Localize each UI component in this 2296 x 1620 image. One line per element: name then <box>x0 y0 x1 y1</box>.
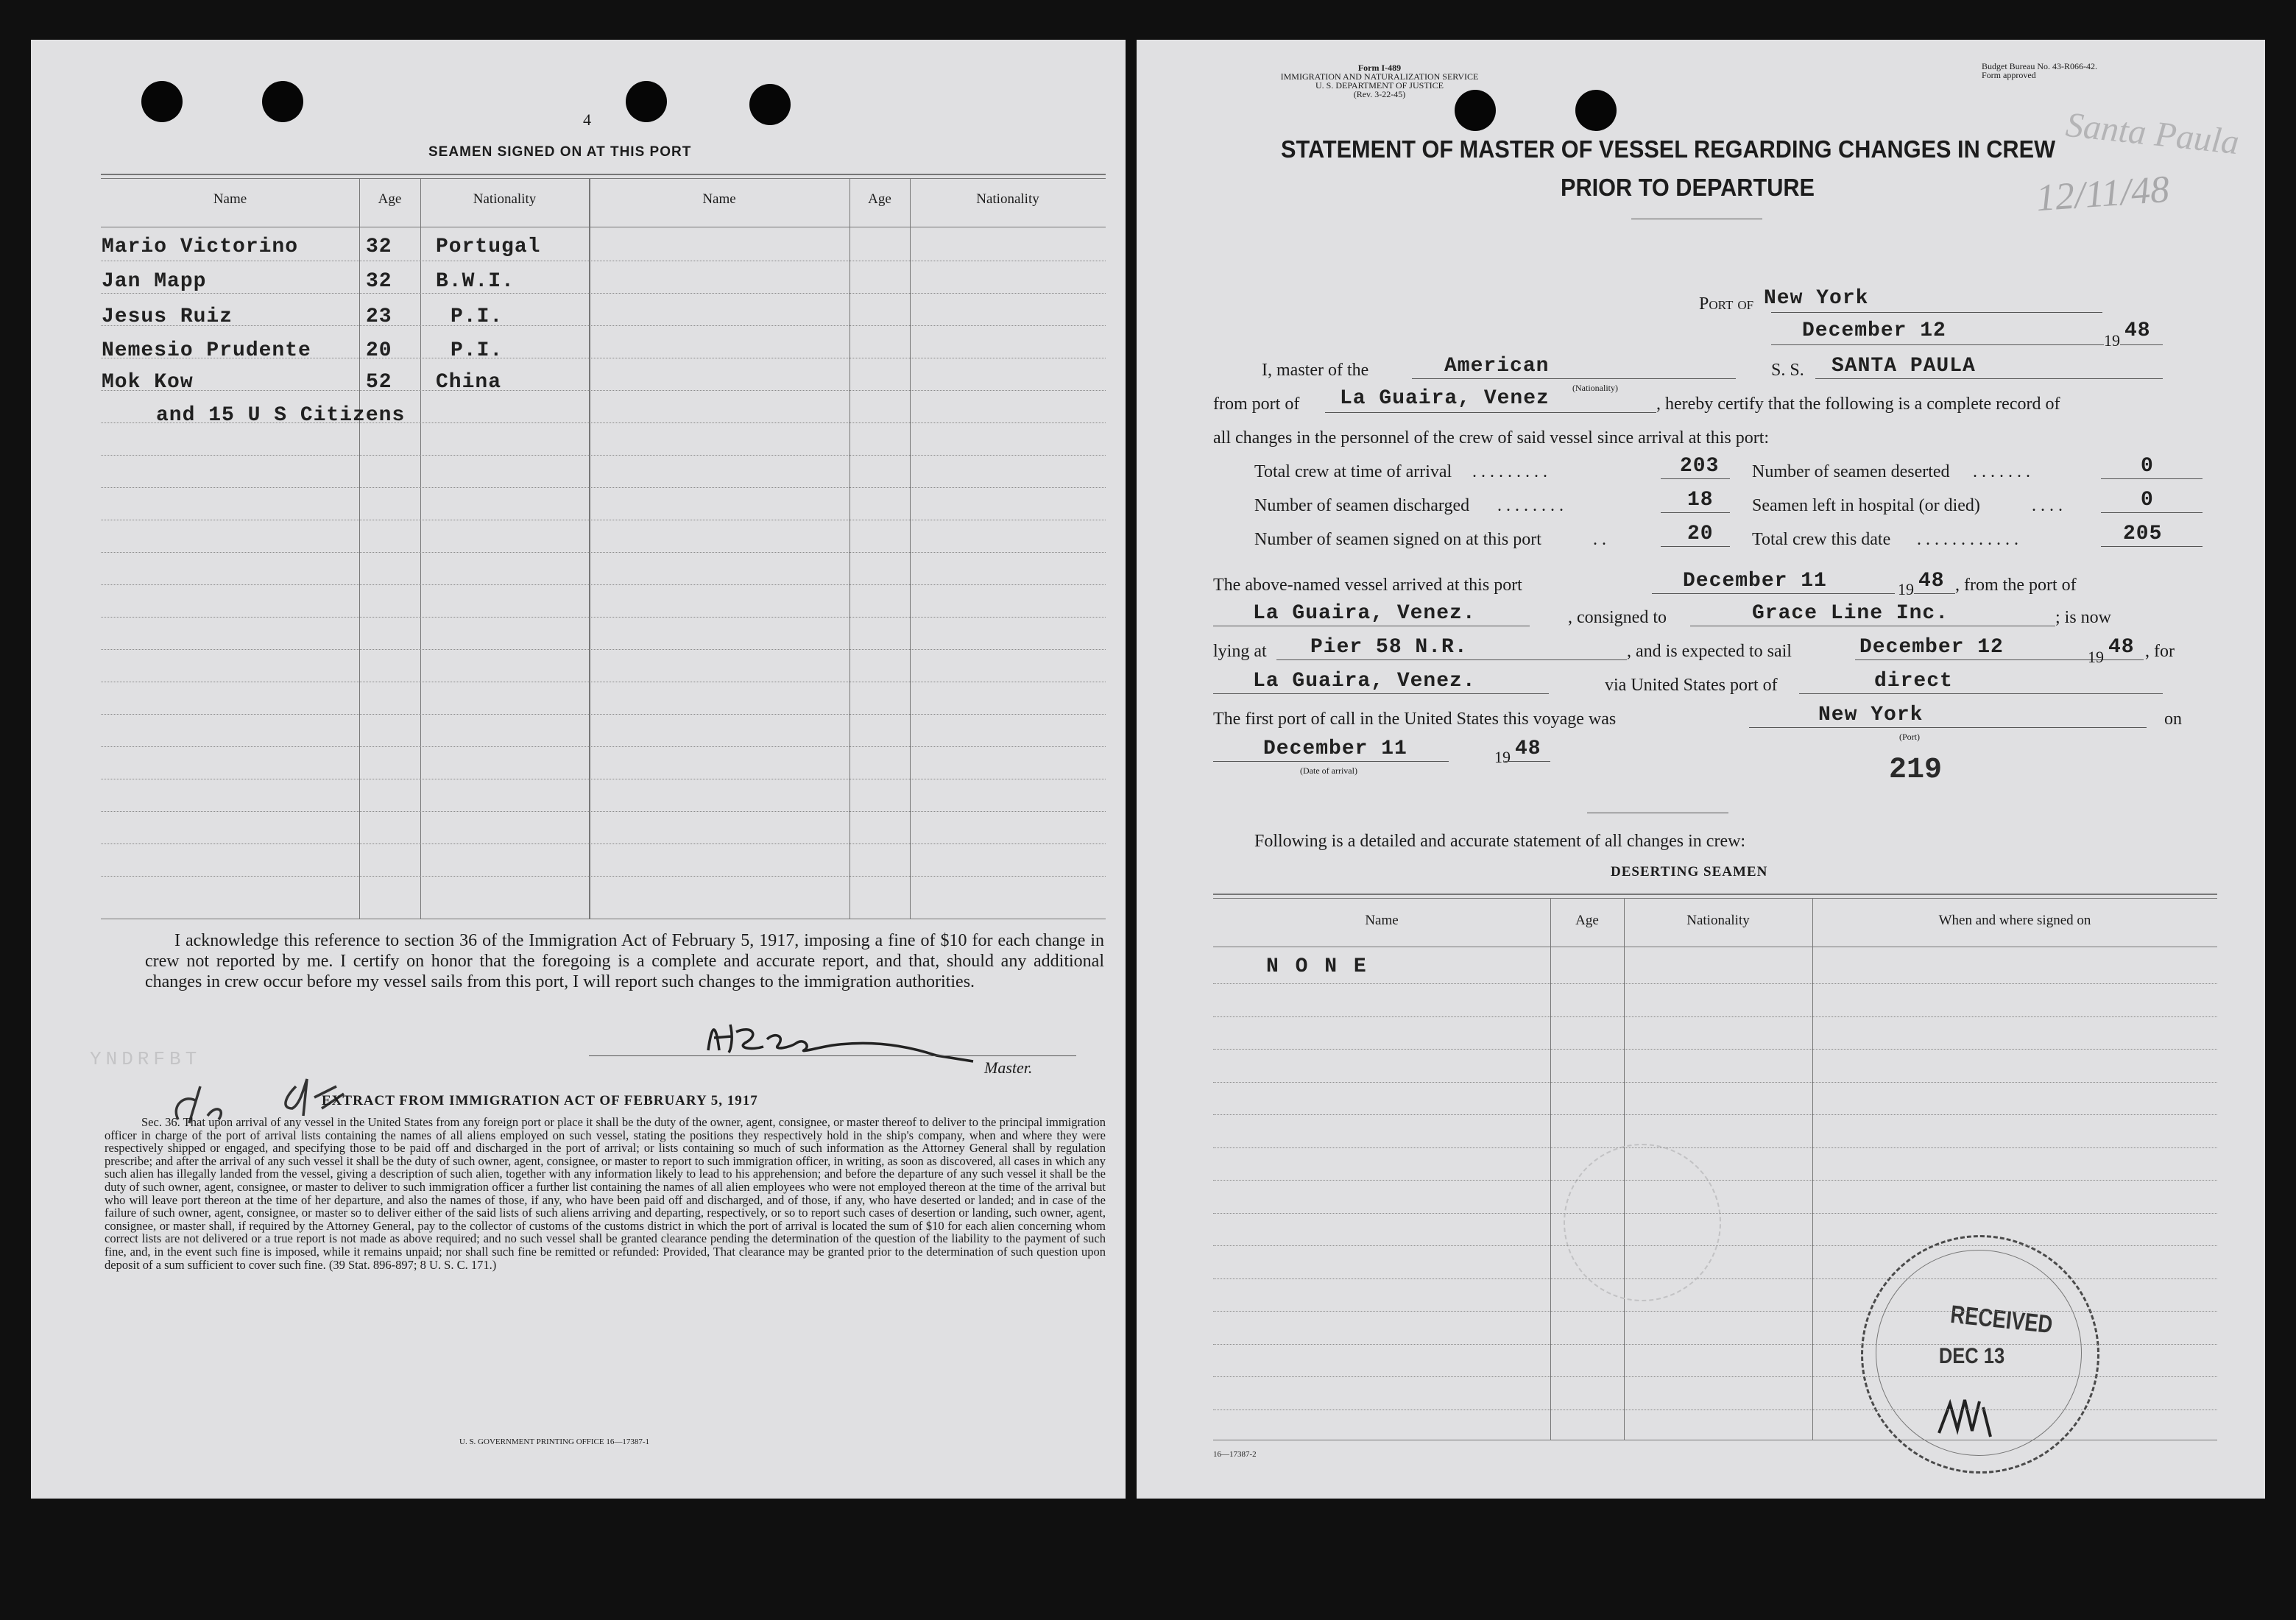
port-value: New York <box>1764 287 1869 310</box>
from-port-value: La Guaira, Venez <box>1340 387 1550 410</box>
column-header-age: Age <box>378 191 402 207</box>
for-label: , for <box>2145 642 2175 661</box>
punch-hole <box>141 81 183 122</box>
row-rule <box>1213 1213 2217 1214</box>
column-header-signed-on: When and where signed on <box>1938 913 2091 928</box>
column-divider <box>849 178 850 919</box>
column-divider <box>420 178 421 919</box>
section-title: SEAMEN SIGNED ON AT THIS PORT <box>428 144 692 160</box>
year-prefix: 19 <box>1494 748 1511 766</box>
row-rule <box>1213 1245 2217 1246</box>
arrived-year-value: 48 <box>1918 570 1945 593</box>
column-header-nationality: Nationality <box>1686 913 1750 928</box>
form-title: STATEMENT OF MASTER OF VESSEL REGARDING CHANGES IN CREW <box>1281 135 2056 163</box>
on-label: on <box>2164 710 2182 729</box>
row-rule <box>1213 1311 2217 1312</box>
form-subtitle: PRIOR TO DEPARTURE <box>1561 174 1815 201</box>
punch-hole <box>1575 90 1617 131</box>
row-rule <box>1213 1114 2217 1115</box>
faded-stamp-mark: YNDRFBT <box>90 1048 202 1070</box>
table-top-rule <box>1213 898 2217 899</box>
master-of-the-label: I, master of the <box>1262 361 1369 380</box>
nationality-line <box>1412 378 1736 379</box>
row-rule <box>1213 1278 2217 1279</box>
stamp-date-text: DEC 13 <box>1938 1344 2005 1368</box>
year-prefix: 19 <box>2104 331 2120 350</box>
agency-name: IMMIGRATION AND NATURALIZATION SERVICE <box>1280 71 1479 82</box>
first-date-value: December 11 <box>1263 738 1407 760</box>
is-now-label: ; is now <box>2055 608 2112 627</box>
arrived-date-value: December 11 <box>1683 570 1827 593</box>
row-rule <box>101 617 1106 618</box>
year-line <box>1505 761 1550 762</box>
row-rule <box>1213 983 2217 984</box>
deserting-title: DESERTING SEAMEN <box>1611 864 1768 880</box>
row-rule <box>101 293 1106 294</box>
table-cell-name: Mok Kow <box>102 371 194 394</box>
total-this-date-value: 205 <box>2123 523 2163 545</box>
destination-line <box>1213 693 1549 694</box>
column-divider <box>1550 898 1551 1440</box>
form-header <box>1218 63 1541 99</box>
table-cell-age: 32 <box>366 236 392 258</box>
row-rule <box>101 325 1106 326</box>
year-value: 48 <box>2124 319 2151 342</box>
signed-on-value: 20 <box>1687 523 1714 545</box>
certify-text: , hereby certify that the following is a complete record of <box>1656 395 2060 414</box>
column-header-age: Age <box>868 191 891 207</box>
value-line <box>1661 478 1730 479</box>
deserted-value: 0 <box>2141 455 2154 478</box>
master-label: Master. <box>984 1058 1033 1077</box>
table-cell-age: 23 <box>366 305 392 328</box>
column-header-name: Name <box>213 191 247 207</box>
year-prefix: 19 <box>1898 580 1914 598</box>
table-cell-name: and 15 U S Citizens <box>156 404 406 427</box>
column-divider <box>1812 898 1813 1440</box>
acknowledgement-text: I acknowledge this reference to section 36 of the Immigration Act of February 5, 1917, imposing a fine of $10 for each change in crew not reported by me. I certify on honor that the foregoing is a complete and accurate report, and that, should any additional changes in crew occur before my vessel sails from this port, I will report such changes to the immigration authorities. <box>145 931 1104 991</box>
punch-hole <box>626 81 667 122</box>
date-value: December 12 <box>1802 319 1946 342</box>
arrived-text: The above-named vessel arrived at this port <box>1213 576 1522 595</box>
sail-date-value: December 12 <box>1859 636 2004 659</box>
column-header-name: Name <box>1365 913 1399 928</box>
table-cell-nationality: B.W.I. <box>436 270 515 293</box>
column-header-nationality: Nationality <box>473 191 537 207</box>
table-cell-name: Jesus Ruiz <box>102 305 233 328</box>
table-top-rule <box>101 174 1106 175</box>
leader-dots: ....... <box>1973 462 2035 481</box>
leader-dots: .... <box>2032 496 2067 515</box>
row-rule <box>101 843 1106 844</box>
first-year-value: 48 <box>1515 738 1541 760</box>
page-number: 4 <box>583 110 591 129</box>
punch-hole <box>262 81 303 122</box>
table-cell-name: Mario Victorino <box>102 236 299 258</box>
signature-line <box>589 1055 1076 1056</box>
nationality-caption: (Nationality) <box>1572 383 1618 393</box>
leader-dots: ......... <box>1472 462 1552 481</box>
table-cell-nationality: P.I. <box>451 339 504 362</box>
form-number: Form I-489 <box>1357 63 1402 73</box>
row-rule <box>1213 1016 2217 1017</box>
table-cell-name: Nemesio Prudente <box>102 339 311 362</box>
left-page <box>31 40 1126 1499</box>
expected-text: , and is expected to sail <box>1627 642 1792 661</box>
row-rule <box>1213 1049 2217 1050</box>
deserted-label: Number of seamen deserted <box>1752 462 1950 481</box>
date-caption: (Date of arrival) <box>1300 765 1357 776</box>
column-divider <box>359 178 360 919</box>
value-line <box>1661 546 1730 547</box>
form-footer: 16—17387-2 <box>1213 1450 1257 1459</box>
handwritten-date: 12/11/48 <box>2035 168 2171 220</box>
row-rule <box>101 487 1106 488</box>
table-cell-nationality: P.I. <box>451 305 504 328</box>
table-top-rule <box>1213 894 2217 895</box>
table-cell-age: 20 <box>366 339 392 362</box>
year-line <box>2104 659 2144 660</box>
hospital-value: 0 <box>2141 489 2154 512</box>
handwritten-vessel-name: Santa Paula <box>2063 105 2242 163</box>
value-line <box>1661 512 1730 513</box>
sail-year-value: 48 <box>2108 636 2135 659</box>
column-header-nationality: Nationality <box>976 191 1039 207</box>
date-line <box>1771 344 2104 345</box>
via-label: via United States port of <box>1605 676 1778 695</box>
certify-text-continued: all changes in the personnel of the crew of said vessel since arrival at this port: <box>1213 428 1770 448</box>
destination-value: La Guaira, Venez. <box>1253 670 1476 693</box>
total-this-date-label: Total crew this date <box>1752 530 1891 549</box>
year-prefix: 19 <box>2088 648 2104 666</box>
row-rule <box>1213 1180 2217 1181</box>
port-caption: (Port) <box>1899 732 1920 742</box>
table-cell-name: Jan Mapp <box>102 270 207 293</box>
first-date-line <box>1213 761 1449 762</box>
row-rule <box>1213 1344 2217 1345</box>
from-the-port-of-label: , from the port of <box>1955 576 2077 595</box>
first-port-value: New York <box>1818 704 1924 726</box>
year-line <box>1914 593 1955 594</box>
row-rule <box>101 422 1106 423</box>
extract-title: EXTRACT FROM IMMIGRATION ACT OF FEBRUARY 5, 1917 <box>322 1093 758 1108</box>
row-rule <box>101 649 1106 650</box>
consigned-to-label: , consigned to <box>1568 608 1667 627</box>
row-rule <box>101 876 1106 877</box>
form-approved: Form approved <box>1982 70 2036 80</box>
table-cell-age: 52 <box>366 371 392 394</box>
via-value: direct <box>1874 670 1953 693</box>
budget-number: Budget Bureau No. 43-R066-42. <box>1982 61 2097 71</box>
consigned-to-value: Grace Line Inc. <box>1752 602 1949 625</box>
first-port-line <box>1749 727 2147 728</box>
row-rule <box>1213 1409 2217 1410</box>
column-divider <box>910 178 911 919</box>
deserting-entry: N O N E <box>1266 955 1368 978</box>
port-line <box>1771 312 2102 313</box>
lying-at-label: lying at <box>1213 642 1267 661</box>
row-rule <box>1213 1147 2217 1148</box>
port-label: Port of <box>1699 294 1754 314</box>
value-line <box>2101 546 2203 547</box>
leader-dots: ........ <box>1497 496 1568 515</box>
budget-bureau <box>1982 62 2097 79</box>
vessel-value: SANTA PAULA <box>1831 355 1976 378</box>
vessel-line <box>1815 378 2163 379</box>
table-top-rule <box>101 178 1106 179</box>
form-revision: (Rev. 3-22-45) <box>1353 89 1406 99</box>
table-cell-age: 32 <box>366 270 392 293</box>
from-port-line <box>1325 412 1656 413</box>
punch-hole <box>749 84 791 125</box>
table-cell-nationality: China <box>436 371 502 394</box>
leader-dots: .. <box>1593 530 1611 549</box>
row-rule <box>101 746 1106 747</box>
master-signature <box>693 1010 1017 1069</box>
printing-office-footer: U. S. GOVERNMENT PRINTING OFFICE 16—17387-1 <box>459 1437 650 1446</box>
value-line <box>2101 478 2203 479</box>
stamp-initials <box>1932 1393 2020 1444</box>
value-line <box>2101 512 2203 513</box>
total-crew-arrival-label: Total crew at time of arrival <box>1254 462 1452 481</box>
via-line <box>1799 693 2163 694</box>
signed-on-label: Number of seamen signed on at this port <box>1254 530 1541 549</box>
leader-dots: ............ <box>1917 530 2023 549</box>
discharged-value: 18 <box>1687 489 1714 512</box>
stamp-received-text: RECEIVED <box>1949 1300 2055 1340</box>
discharged-label: Number of seamen discharged <box>1254 496 1470 515</box>
column-divider <box>589 178 590 919</box>
row-rule <box>101 390 1106 391</box>
row-rule <box>101 714 1106 715</box>
first-port-label: The first port of call in the United States this voyage was <box>1213 710 1617 729</box>
row-rule <box>101 455 1106 456</box>
document-number: 219 <box>1889 754 1943 787</box>
year-line <box>2120 344 2163 345</box>
extract-text: Sec. 36. That upon arrival of any vessel in the United States from any foreign port or place it shall be the duty of the owner, agent, consignee, or master thereof to deliver to the principal immigration officer in charge of the port of arrival lists containing the names of all aliens employed on such vessel, stating the positions they respectively hold in the ship's company, when and where they were respectively shipped or engaged, and specifying those to be paid off and discharged in the port of arrival; or lists containing so much of such information as the Attorney General shall by regulation prescribe; and after the arrival of any such vessel it shall be the duty of such owner, agent, consignee, or master to report to such immigration officer, in writing, as soon as discovered, all cases in which any such alien has illegally landed from the vessel, giving a description of such alien, together with any information likely to lead to his apprehension; and before the departure of any such vessel it shall be the duty of such owner, agent, consignee, or master to deliver to such immigration officer a further list containing the names of all alien employees who were not employed thereon at the time of the arrival but who will leave port thereon at the time of her departure, and also the names of those, if any, who have been paid off and discharged, and of those, if any, who have deserted or landed; and in case of the failure of such owner, agent, consignee, or master so to deliver either of the said lists of such aliens arriving and departing, respectively, or so to report such cases of desertion or landing, such owner, agent, consignee, or master shall, if required by the Attorney General, pay to the collector of customs of the customs district in which the port of arrival is located the sum of $10 for each alien concerning whom correct lists are not delivered or a true report is not made as above required; and no such vessel shall be granted clearance pending the determination of the question of the liability to the payment of such fine, and, in the event such fine is imposed, while it remains unpaid; nor shall such fine be remitted or refunded: Provided, That clearance may be granted prior to the determination of such question upon deposit of a sum sufficient to cover such fine. (39 Stat. 896-897; 8 U. S. C. 171.) <box>105 1115 1106 1272</box>
nationality-value: American <box>1444 355 1550 378</box>
ss-label: S. S. <box>1771 361 1804 380</box>
row-rule <box>101 811 1106 812</box>
column-header-name: Name <box>702 191 736 207</box>
total-crew-arrival-value: 203 <box>1680 455 1720 478</box>
column-header-age: Age <box>1575 913 1599 928</box>
row-rule <box>101 584 1106 585</box>
row-rule <box>1213 1082 2217 1083</box>
hospital-label: Seamen left in hospital (or died) <box>1752 496 1980 515</box>
row-rule <box>1213 1376 2217 1377</box>
arrived-date-line <box>1652 593 1895 594</box>
sail-date-line <box>1855 659 2116 660</box>
right-page <box>1137 40 2265 1499</box>
table-cell-nationality: Portugal <box>436 236 541 258</box>
department-name: U. S. DEPARTMENT OF JUSTICE <box>1315 80 1444 91</box>
row-rule <box>101 552 1106 553</box>
from-port-label: from port of <box>1213 395 1300 414</box>
arrived-from-value: La Guaira, Venez. <box>1253 602 1476 625</box>
lying-at-line <box>1276 659 1627 660</box>
lying-at-value: Pier 58 N.R. <box>1310 636 1468 659</box>
following-text: Following is a detailed and accurate statement of all changes in crew: <box>1254 832 1746 851</box>
